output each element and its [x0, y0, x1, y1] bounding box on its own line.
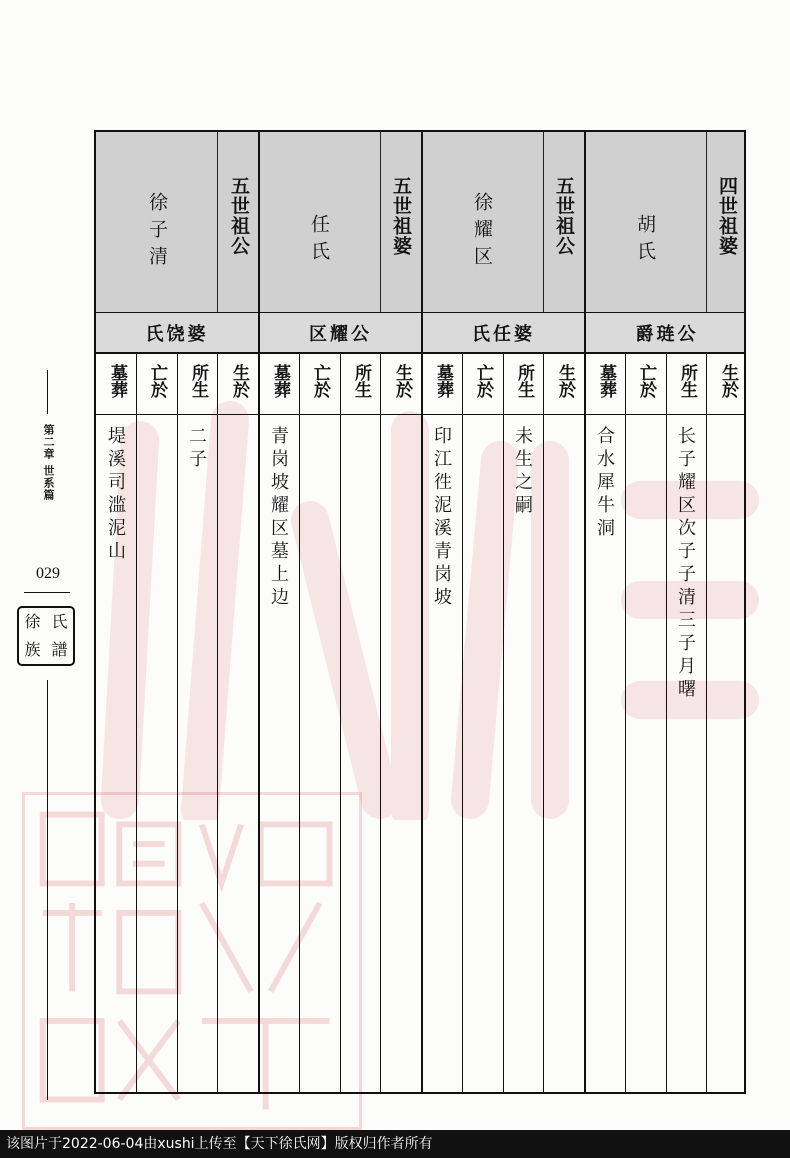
field-label-died: 亡於 [310, 364, 330, 398]
field-label-born: 生於 [229, 364, 249, 398]
title-label: 氏饶婆 [145, 324, 209, 345]
value-children: 二子 [186, 426, 207, 472]
generation-label: 五世祖婆 [390, 176, 412, 256]
logo-char: 徐 [24, 612, 41, 631]
field-label-died: 亡於 [473, 364, 493, 398]
generation-label: 四世祖婆 [716, 176, 738, 256]
field-label-children: 所生 [514, 364, 534, 398]
logo-char: 譜 [51, 640, 68, 659]
field-label-burial: 墓葬 [596, 364, 616, 398]
field-label-died: 亡於 [636, 364, 656, 398]
field-label-born: 生於 [392, 364, 412, 398]
field-label-born: 生於 [718, 364, 738, 398]
genealogy-table [94, 130, 746, 1094]
value-burial: 堤溪司滥泥山 [105, 426, 126, 564]
person-name: 任氏 [308, 214, 330, 268]
value-children: 未生之嗣 [512, 426, 533, 518]
field-label-died: 亡於 [147, 364, 167, 398]
side-rule-bottom [47, 680, 48, 1100]
field-label-burial: 墓葬 [433, 364, 453, 398]
field-label-children: 所生 [351, 364, 371, 398]
field-label-born: 生於 [555, 364, 575, 398]
value-burial: 印江徃泥溪青岗坡 [431, 426, 452, 610]
xu-clan-logo [17, 606, 75, 666]
value-children: 长子耀区次子子清三子月曙 [675, 426, 696, 702]
generation-label: 五世祖公 [553, 176, 575, 256]
value-burial: 合水犀牛洞 [594, 426, 615, 541]
page-number-rule [24, 592, 70, 593]
person-name: 徐子清 [146, 192, 168, 273]
side-rule-top [47, 370, 48, 414]
title-label: 氏任婆 [472, 324, 535, 345]
chapter-label: 第二章 世系篇 [42, 424, 55, 501]
page-number: 029 [36, 565, 60, 582]
value-burial: 青岗坡耀区墓上边 [268, 426, 289, 610]
generation-label: 五世祖公 [228, 176, 250, 256]
upload-notice-footer: 该图片于2022-06-04由xushi上传至【天下徐氏网】版权归作者所有 [0, 1130, 790, 1158]
label-rule [96, 414, 744, 415]
field-label-children: 所生 [677, 364, 697, 398]
field-label-burial: 墓葬 [107, 364, 127, 398]
person-name: 胡氏 [634, 214, 656, 268]
logo-char: 氏 [51, 612, 68, 631]
body-grid [96, 132, 744, 1092]
field-label-burial: 墓葬 [270, 364, 290, 398]
field-label-children: 所生 [188, 364, 208, 398]
title-label: 区耀公 [309, 324, 372, 345]
logo-char: 族 [24, 640, 41, 659]
person-name: 徐耀区 [471, 192, 493, 273]
title-label: 爵琏公 [635, 324, 699, 345]
